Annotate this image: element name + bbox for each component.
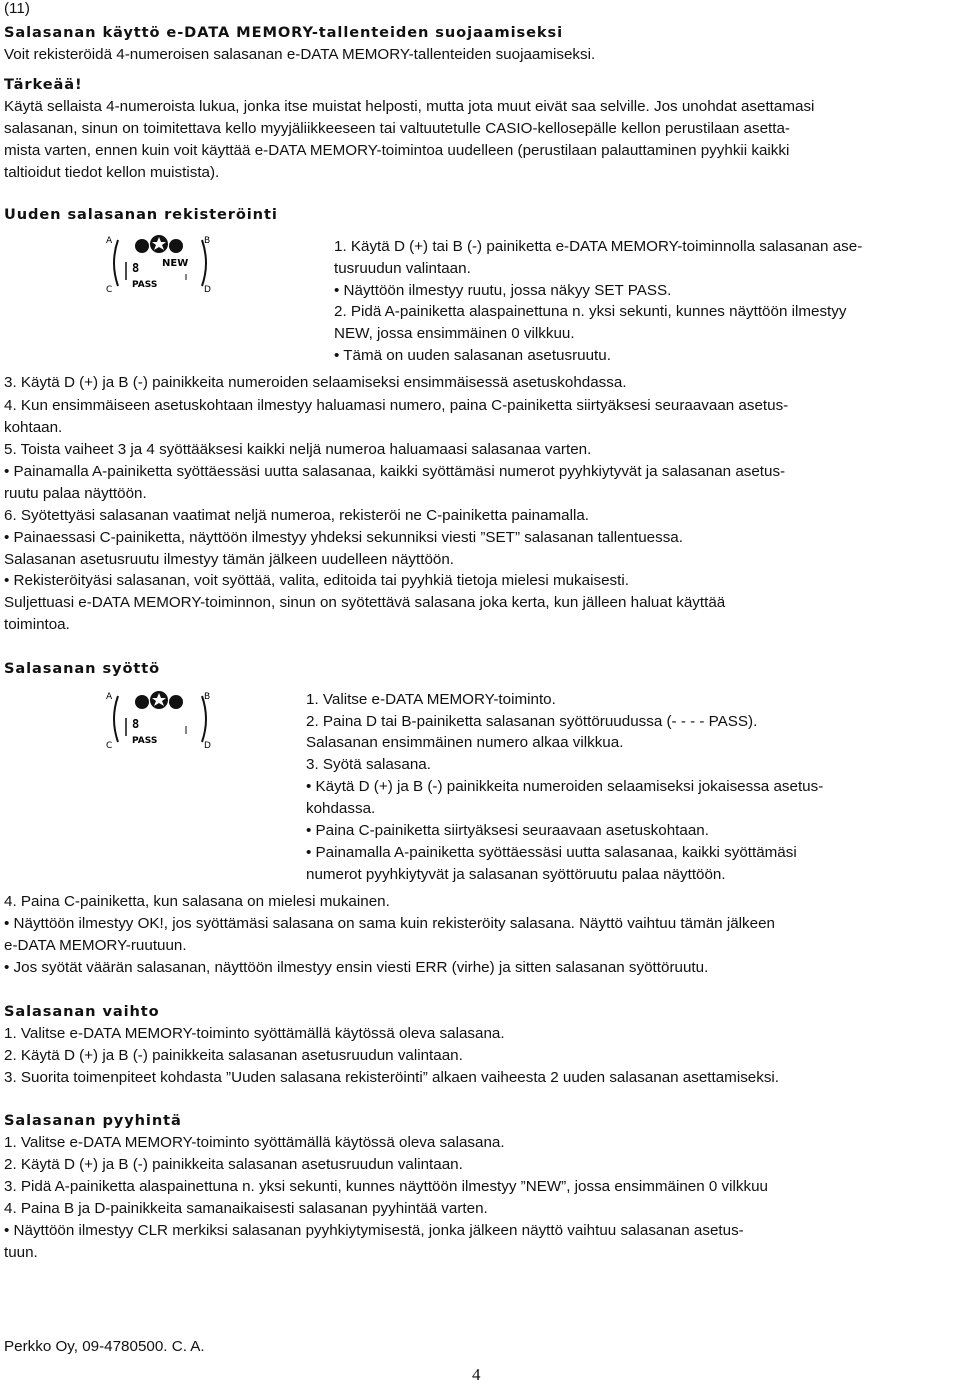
step-line: 1. Valitse e-DATA MEMORY-toiminto.: [306, 691, 556, 708]
step-line: 2. Paina D tai B-painiketta salasanan syöttöruudussa (- - - - PASS).: [306, 713, 758, 730]
section-title-password-change: Salasanan vaihto: [4, 1003, 160, 1020]
step-line: 3. Pidä A-painiketta alaspainettuna n. yksi sekunti, kunnes näyttöön ilmestyy ”NEW”, jossa ensimmäinen 0 vilkkuu: [4, 1178, 768, 1195]
intro-text: Voit rekisteröidä 4-numeroisen salasanan e-DATA MEMORY-tallenteiden suojaamiseksi.: [4, 46, 596, 63]
section-title-password-delete: Salasanan pyyhintä: [4, 1112, 182, 1129]
step-line: tusruudun valintaan.: [334, 260, 471, 277]
step-line: • Painamalla A-painiketta syöttäessäsi uutta salasanaa, kaikki syöttämäsi: [306, 844, 797, 861]
important-line: mista varten, ennen kuin voit käyttää e-DATA MEMORY-toimintoa uudelleen (perustilaan palauttaminen pyyhkii kaikki: [4, 142, 790, 159]
step-line: • Näyttöön ilmestyy ruutu, jossa näkyy SET PASS.: [334, 282, 672, 299]
section-title-password-entry: Salasanan syöttö: [4, 660, 161, 677]
button-d-label: D: [204, 285, 211, 294]
step-line: • Rekisteröityäsi salasanan, voit syöttää, valita, editoida tai pyyhkiä tietoja mielesi mukaisesti.: [4, 572, 629, 589]
step-line: 1. Valitse e-DATA MEMORY-toiminto syöttämällä käytössä oleva salasana.: [4, 1025, 505, 1042]
footer-text: Perkko Oy, 09-4780500. C. A.: [4, 1338, 205, 1355]
step-line: numerot pyyhkiytyvät ja salasanan syöttöruutu palaa näyttöön.: [306, 866, 726, 883]
step-line: 4. Paina B ja D-painikkeita samanaikaisesti salasanan pyyhintää varten.: [4, 1200, 488, 1217]
step-line: 3. Syötä salasana.: [306, 756, 431, 773]
important-line: Käytä sellaista 4-numeroista lukua, jonka itse muistat helposti, mutta jota muut eivät saa selville. Jos unohdat asettamasi: [4, 98, 815, 115]
section-title-password-use: Salasanan käyttö e-DATA MEMORY-tallenteiden suojaamiseksi: [4, 24, 563, 41]
button-a-label: A: [106, 692, 113, 702]
step-line: 2. Käytä D (+) ja B (-) painikkeita salasanan asetusruudun valintaan.: [4, 1156, 463, 1173]
step-line: tuun.: [4, 1244, 38, 1261]
step-line: 1. Käytä D (+) tai B (-) painiketta e-DATA MEMORY-toiminnolla salasanan ase-: [334, 238, 863, 255]
step-line: 5. Toista vaiheet 3 ja 4 syöttääksesi kaikki neljä numeroa haluamaasi salasanaa varten.: [4, 441, 592, 458]
step-line: • Käytä D (+) ja B (-) painikkeita numeroiden selaamiseksi jokaisessa asetus-: [306, 778, 824, 795]
step-line: 4. Paina C-painiketta, kun salasana on mielesi mukainen.: [4, 893, 390, 910]
step-line: • Näyttöön ilmestyy OK!, jos syöttämäsi salasana on sama kuin rekisteröity salasana. Näyttö vaihtuu tämän jälkeen: [4, 915, 775, 932]
button-a-label: A: [106, 236, 113, 246]
step-line: Suljettuasi e-DATA MEMORY-toiminnon, sinun on syötettävä salasana joka kerta, kun jälleen haluat käyttää: [4, 594, 726, 611]
watch-illustration-new: [104, 232, 216, 294]
step-line: ruutu palaa näyttöön.: [4, 485, 147, 502]
button-c-label: C: [106, 741, 113, 750]
step-line: 4. Kun ensimmäiseen asetuskohtaan ilmestyy haluamasi numero, paina C-painiketta siirtyäksesi seuraavaan asetus-: [4, 397, 789, 414]
step-line: • Tämä on uuden salasanan asetusruutu.: [334, 347, 611, 364]
step-line: kohdassa.: [306, 800, 376, 817]
page-number: 4: [472, 1365, 481, 1384]
button-b-label: B: [204, 692, 211, 702]
important-label: Tärkeää!: [4, 76, 83, 93]
step-line: • Paina C-painiketta siirtyäksesi seuraavaan asetuskohtaan.: [306, 822, 709, 839]
step-line: 3. Suorita toimenpiteet kohdasta ”Uuden salasana rekisteröinti” alkaen vaiheesta 2 uuden salasanan asettamiseksi.: [4, 1069, 780, 1086]
button-b-label: B: [204, 236, 211, 246]
svg-text:8: 8: [132, 717, 140, 731]
step-line: • Painaessasi C-painiketta, näyttöön ilmestyy yhdeksi sekunniksi viesti ”SET” salasanan tallentuessa.: [4, 529, 683, 546]
step-line: Salasanan asetusruutu ilmestyy tämän jälkeen uudelleen näyttöön.: [4, 551, 455, 568]
important-line: taltioidut tiedot kellon muistista).: [4, 164, 220, 181]
step-line: • Painamalla A-painiketta syöttäessäsi uutta salasanaa, kaikki syöttämäsi numerot pyyhkiytyvät ja salasanan asetus-: [4, 463, 786, 480]
step-line: e-DATA MEMORY-ruutuun.: [4, 937, 187, 954]
page-marker: (11): [4, 0, 30, 17]
step-line: 2. Käytä D (+) ja B (-) painikkeita salasanan asetusruudun valintaan.: [4, 1047, 463, 1064]
step-line: • Näyttöön ilmestyy CLR merkiksi salasanan pyyhkiytymisestä, jonka jälkeen näyttö vaihtuu salasanan asetus-: [4, 1222, 744, 1239]
display-new-text: NEW: [162, 258, 189, 269]
step-line: kohtaan.: [4, 419, 63, 436]
step-line: NEW, jossa ensimmäinen 0 vilkkuu.: [334, 325, 575, 342]
watch-illustration-entry: [104, 688, 216, 750]
step-line: 6. Syötettyäsi salasanan vaatimat neljä numeroa, rekisteröi ne C-painiketta painamalla.: [4, 507, 590, 524]
step-line: 3. Käytä D (+) ja B (-) painikkeita numeroiden selaamiseksi ensimmäisessä asetuskohdassa.: [4, 374, 627, 391]
display-pass-text: PASS: [132, 736, 158, 746]
step-line: toimintoa.: [4, 616, 70, 633]
display-pass-text: PASS: [132, 280, 158, 290]
section-title-new-password: Uuden salasanan rekisteröinti: [4, 206, 278, 223]
step-line: 1. Valitse e-DATA MEMORY-toiminto syöttämällä käytössä oleva salasana.: [4, 1134, 505, 1151]
step-line: • Jos syötät väärän salasanan, näyttöön ilmestyy ensin viesti ERR (virhe) ja sitten salasanan syöttöruutu.: [4, 959, 709, 976]
important-line: salasanan, sinun on toimitettava kello myyjäliikkeeseen tai valtuutetulle CASIO-kellosepälle kellon perustilaan asetta-: [4, 120, 790, 137]
button-d-label: D: [204, 741, 211, 750]
step-line: 2. Pidä A-painiketta alaspainettuna n. yksi sekunti, kunnes näyttöön ilmestyy: [334, 303, 847, 320]
button-c-label: C: [106, 285, 113, 294]
svg-text:8: 8: [132, 261, 140, 275]
step-line: Salasanan ensimmäinen numero alkaa vilkkua.: [306, 734, 624, 751]
